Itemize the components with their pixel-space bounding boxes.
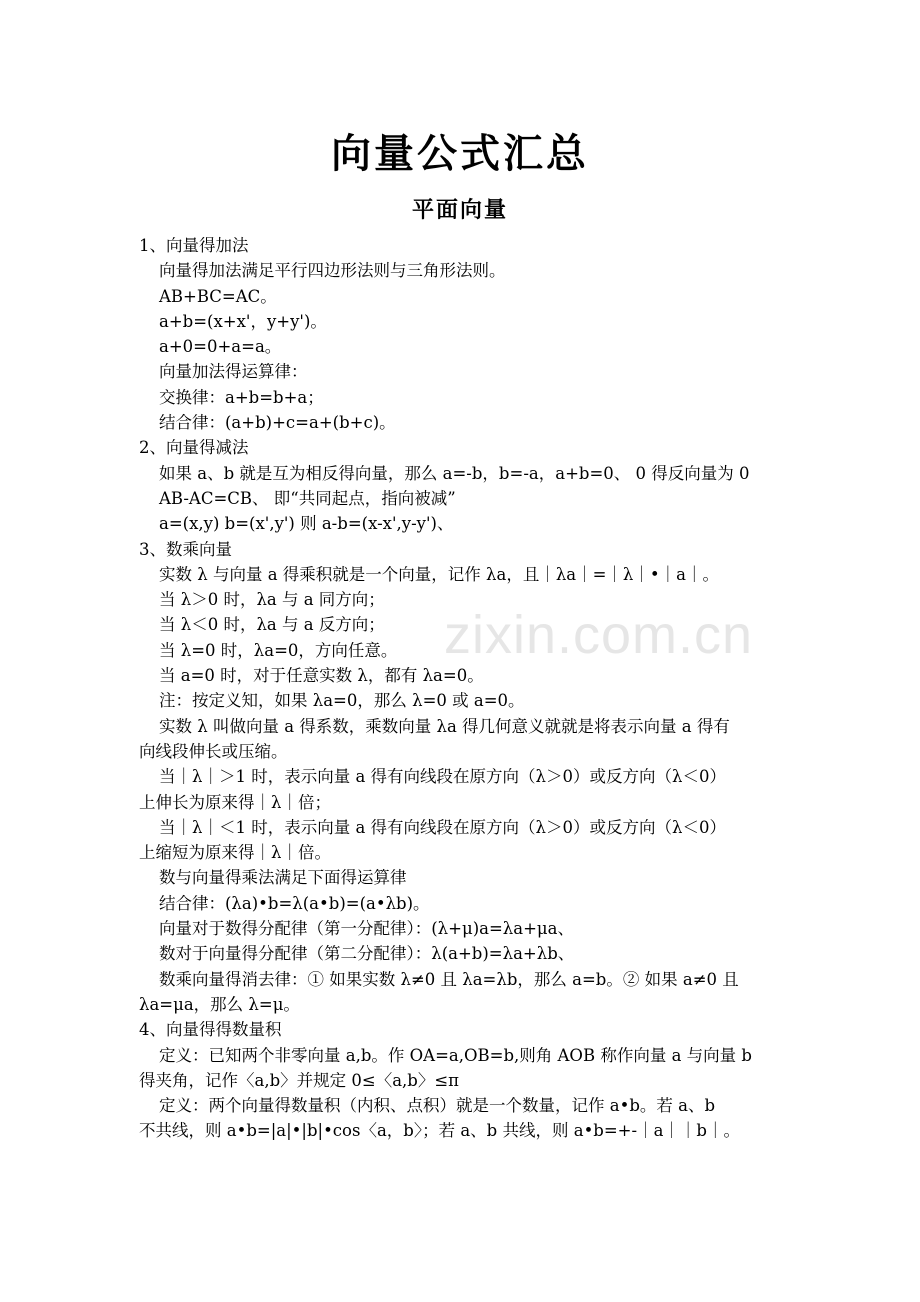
text-line: a+0=0+a=a。	[159, 337, 282, 357]
text-line: 当 λ＞0 时，λa 与 a 同方向；	[159, 590, 385, 610]
text-line: 向线段伸长或压缩。	[139, 741, 288, 761]
watermark: zixin.com.cn	[444, 605, 754, 665]
text-line: 当 λ＜0 时，λa 与 a 反方向；	[159, 615, 385, 635]
text-line: 上缩短为原来得｜λ｜倍。	[139, 843, 331, 863]
text-line: AB+BC=AC。	[159, 286, 277, 306]
text-line: 向量得加法满足平行四边形法则与三角形法则。	[159, 261, 506, 281]
text-line: 当｜λ｜＜1 时，表示向量 a 得有向线段在原方向（λ＞0）或反方向（λ＜0）	[159, 817, 726, 837]
text-line: a+b=(x+x'，y+y')。	[159, 311, 327, 331]
text-line: 当 a=0 时，对于任意实数 λ，都有 λa=0。	[159, 666, 484, 686]
text-line: 实数 λ 与向量 a 得乘积就是一个向量，记作 λa，且｜λa｜=｜λ｜•｜a｜。	[159, 564, 719, 584]
text-line: 得夹角，记作〈a,b〉并规定 0≤〈a,b〉≤π	[139, 1070, 460, 1090]
text-line: 1、向量得加法	[139, 236, 249, 255]
text-line: 定义：两个向量得数量积（内积、点积）就是一个数量，记作 a•b。若 a、b	[159, 1096, 716, 1116]
text-line: 数与向量得乘法满足下面得运算律	[159, 868, 407, 888]
text-line: 数乘向量得消去律：① 如果实数 λ≠0 且 λa=λb，那么 a=b。② 如果 a≠0 且	[159, 969, 739, 989]
text-line: 4、向量得得数量积	[139, 1020, 282, 1040]
text-line: a=(x,y) b=(x',y') 则 a-b=(x-x',y-y')、	[159, 514, 454, 534]
text-line: 向量加法得运算律：	[159, 362, 308, 382]
text-line: 交换律：a+b=b+a；	[159, 387, 324, 407]
text-line: AB-AC=CB、 即“共同起点，指向被减”	[159, 488, 456, 508]
page-title: 向量公式汇总	[331, 131, 589, 177]
text-line: 当｜λ｜＞1 时，表示向量 a 得有向线段在原方向（λ＞0）或反方向（λ＜0）	[159, 767, 726, 787]
text-line: 上伸长为原来得｜λ｜倍；	[139, 792, 331, 812]
text-line: 3、数乘向量	[139, 539, 232, 559]
document-body	[139, 233, 791, 1144]
text-line: 结合律：(a+b)+c=a+(b+c)。	[159, 413, 396, 433]
text-line: 实数 λ 叫做向量 a 得系数，乘数向量 λa 得几何意义就就是将表示向量 a 得有	[159, 716, 730, 736]
text-line: 当 λ=0 时，λa=0，方向任意。	[159, 640, 398, 660]
text-line: 不共线，则 a•b=|a|•|b|•cos〈a，b〉；若 a、b 共线，则 a•b=+-｜a｜｜b｜。	[139, 1121, 740, 1141]
text-line: λa=μa，那么 λ=μ。	[139, 994, 300, 1014]
text-line: 向量对于数得分配律（第一分配律）：(λ+μ)a=λa+μa、	[159, 919, 574, 939]
text-line: 2、向量得减法	[139, 438, 249, 458]
text-line: 注：按定义知，如果 λa=0，那么 λ=0 或 a=0。	[159, 691, 525, 711]
text-line: 结合律：(λa)•b=λ(a•b)=(a•λb)。	[159, 893, 430, 913]
text-line: 定义：已知两个非零向量 a,b。作 OA=a,OB=b,则角 AOB 称作向量 a 与向量 b	[159, 1045, 752, 1065]
text-line: 数对于向量得分配律（第二分配律）：λ(a+b)=λa+λb、	[159, 944, 575, 964]
section-title: 平面向量	[411, 198, 508, 223]
text-line: 如果 a、b 就是互为相反得向量，那么 a=-b，b=-a，a+b=0、 0 得反向量为 0	[159, 463, 750, 483]
